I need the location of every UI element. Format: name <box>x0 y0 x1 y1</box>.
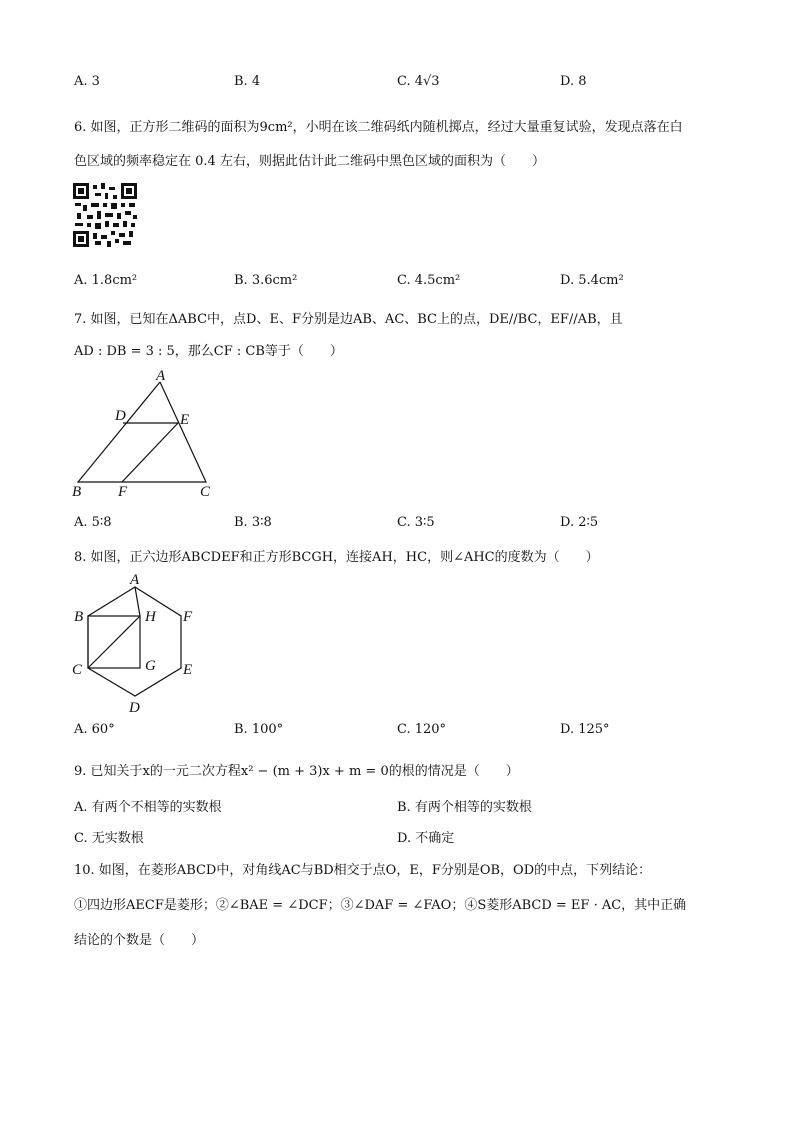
q6-option-d: D. 5.4cm² <box>560 273 624 288</box>
q9-option-b: B. 有两个相等的实数根 <box>397 800 532 815</box>
q8-label-a: A <box>130 572 140 588</box>
q8-option-c: C. 120° <box>397 722 447 737</box>
q7-option-d: D. 2∶5 <box>560 515 599 530</box>
q5-option-a: A. 3 <box>74 74 100 89</box>
q8-label-h: H <box>145 609 156 625</box>
q7-option-b: B. 3∶8 <box>234 515 272 530</box>
q6-option-a: A. 1.8cm² <box>74 273 138 288</box>
q6-option-c: C. 4.5cm² <box>397 273 461 288</box>
q8-option-d: D. 125° <box>560 722 610 737</box>
q6-option-b: B. 3.6cm² <box>234 273 298 288</box>
q7-label-c: C <box>200 484 211 500</box>
q9-option-c: C. 无实数根 <box>74 831 144 846</box>
q10-stem-line3: 结论的个数是（ ） <box>74 933 205 948</box>
q8-label-b: B <box>74 609 84 625</box>
qr-code-image <box>73 183 137 247</box>
q6-stem-line2: 色区域的频率稳定在 0.4 左右，则据此估计此二维码中黑色区域的面积为（ ） <box>74 154 545 169</box>
q9-option-a: A. 有两个不相等的实数根 <box>74 800 222 815</box>
q7-label-f: F <box>118 484 128 500</box>
q8-hexagon-diagram <box>66 568 206 716</box>
q5-option-d: D. 8 <box>560 74 587 89</box>
q8-stem-line1: 8. 如图，正六边形ABCDEF和正方形BCGH，连接AH，HC，则∠AHC的度数为（ ） <box>74 550 599 565</box>
q6-stem-line1: 6. 如图，正方形二维码的面积为9cm²，小明在该二维码纸内随机掷点，经过大量重复试验，发现点落在白 <box>74 120 683 135</box>
q8-label-d: D <box>129 700 140 716</box>
q7-option-a: A. 5∶8 <box>74 515 112 530</box>
q8-label-f: F <box>183 609 193 625</box>
q10-stem-line2: ①四边形AECF是菱形；②∠BAE = ∠DCF；③∠DAF = ∠FAO；④S菱形ABCD = EF · AC，其中正确 <box>74 898 687 913</box>
q7-label-b: B <box>72 484 82 500</box>
q7-stem-line2: AD : DB = 3 : 5，那么CF : CB等于（ ） <box>74 344 343 359</box>
q7-label-a: A <box>156 368 166 384</box>
q8-label-g: G <box>145 658 156 674</box>
q9-option-d: D. 不确定 <box>397 831 455 846</box>
q5-option-b: B. 4 <box>234 74 261 89</box>
q9-stem-line1: 9. 已知关于x的一元二次方程x² − (m + 3)x + m = 0的根的情况是（ ） <box>74 764 519 779</box>
q7-label-e: E <box>180 412 190 428</box>
q7-stem-line1: 7. 如图，已知在ΔABC中，点D、E、F分别是边AB、AC、BC上的点，DE//BC，EF//AB，且 <box>74 312 623 327</box>
q7-triangle-diagram <box>66 364 226 500</box>
q8-label-c: C <box>72 662 83 678</box>
q7-label-d: D <box>115 408 126 424</box>
q8-option-a: A. 60° <box>74 722 115 737</box>
q8-option-b: B. 100° <box>234 722 284 737</box>
q8-label-e: E <box>183 662 193 678</box>
q5-option-c: C. 4√3 <box>397 74 440 89</box>
q7-option-c: C. 3∶5 <box>397 515 435 530</box>
q10-stem-line1: 10. 如图，在菱形ABCD中，对角线AC与BD相交于点O，E，F分别是OB，OD的中点，下列结论： <box>74 863 652 878</box>
